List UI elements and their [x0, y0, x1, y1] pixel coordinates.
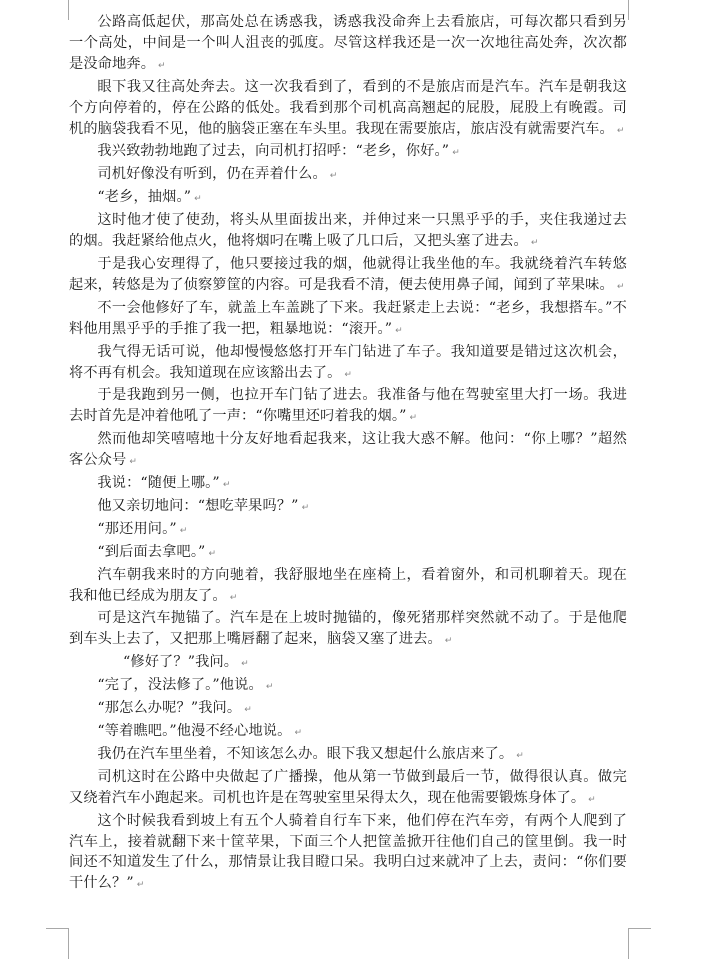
paragraph-mark-icon: ↵ — [395, 325, 403, 336]
paragraph: 不一会他修好了车，就盖上车盖跳了下来。我赶紧走上去说：“老乡，我想搭车。”不料他用黑乎乎的手推了我一把，粗暴地说：“滚开。” ↵ — [69, 299, 627, 337]
paragraph-mark-icon: ↵ — [179, 525, 188, 536]
paragraph: “完了，没法修了。”他说。 ↵ — [97, 677, 274, 694]
paragraph: “到后面去拿吧。” ↵ — [97, 543, 217, 560]
paragraph: “等着瞧吧。”他漫不经心地说。 ↵ — [97, 723, 303, 739]
paragraph: 然而他却笑嘻嘻地十分友好地看起我来，这让我大惑不解。他问：“你上哪？”超然客公众号 ↵ — [69, 431, 627, 469]
paragraph-mark-icon: ↵ — [329, 171, 338, 182]
paragraph-mark-icon: ↵ — [129, 457, 138, 468]
paragraph-mark-icon: ↵ — [158, 60, 166, 71]
paragraph: 我说：“随便上哪。” ↵ — [97, 475, 231, 492]
paragraph-mark-icon: ↵ — [444, 636, 453, 647]
margin-corner-bottom-right — [628, 928, 651, 959]
paragraph-mark-icon: ↵ — [530, 238, 539, 249]
paragraph: 司机这时在公路中央做起了广播操，他从第一节做到最后一节，做得很认真。做完又绕着汽车小跑起来。司机也许是在驾驶室里呆得太久，现在他需要锻炼身体了。 ↵ — [69, 768, 627, 806]
paragraph-mark-icon: ↵ — [616, 125, 625, 136]
margin-corner-top-left — [46, 0, 69, 20]
paragraph: 汽车朝我来时的方向驰着，我舒服地坐在座椅上，看着窗外，和司机聊着天。现在我和他已经成为朋友了。 ↵ — [69, 566, 627, 604]
paragraph: 我兴致勃勃地跑了过去，向司机打招呼：“老乡，你好。” ↵ — [97, 143, 460, 160]
paragraph-mark-icon: ↵ — [344, 369, 353, 380]
paragraph: “老乡，抽烟。” ↵ — [97, 189, 202, 206]
paragraph-mark-icon: ↵ — [294, 728, 303, 738]
margin-corner-bottom-left — [46, 928, 69, 959]
paragraph: 他又亲切地问：“想吃苹果吗？” ↵ — [97, 497, 310, 514]
paragraph-mark-icon: ↵ — [452, 148, 460, 159]
paragraph: “修好了？”我问。 ↵ — [122, 654, 249, 671]
paragraph-mark-icon: ↵ — [265, 682, 274, 693]
paragraph-mark-icon: ↵ — [516, 750, 524, 761]
paragraph: 司机好像没有听到，仍在弄着什么。 ↵ — [97, 166, 338, 183]
paragraph-mark-icon: ↵ — [194, 194, 202, 205]
paragraph-mark-icon: ↵ — [616, 281, 625, 292]
paragraph: 这时他才使了使劲，将头从里面拔出来，并伸过来一只黑乎乎的手，夹住我递过去的烟。我赶紧给他点火，他将烟叼在嘴上吸了几口后，又把头塞了进去。 ↵ — [69, 212, 627, 250]
paragraph: “那怎么办呢？”我问。 ↵ — [97, 700, 252, 717]
document-body[interactable] — [69, 12, 627, 896]
paragraph: 这个时候我看到坡上有五个人骑着自行车下来，他们停在汽车旁，有两个人爬到了汽车上，接着就翻下来十筐苹果，下面三个人把筐盖掀开往他们自己的筐里倒。我一时间还不知道发生了什么，那情景让我目瞪口呆。我明白过来就冲了上去，责问：“你们要干什么？” ↵ — [69, 812, 627, 892]
paragraph-mark-icon: ↵ — [241, 659, 249, 670]
paragraph: “那还用问。” ↵ — [97, 520, 188, 537]
paragraph-mark-icon: ↵ — [244, 705, 252, 716]
paragraph-mark-icon: ↵ — [222, 480, 231, 491]
paragraph: 我仍在汽车里坐着，不知该怎么办。眼下我又想起什么旅店来了。 ↵ — [97, 745, 524, 762]
paragraph: 于是我心安理得了，他只要接过我的烟，他就得让我坐他的车。我就绕着汽车转悠起来，转悠是为了侦察箩筐的内容。可是我看不清，便去使用鼻子闻，闻到了苹果味。 ↵ — [69, 255, 627, 293]
paragraph: 我气得无话可说，他却慢慢悠悠打开车门钻进了车子。我知道要是错过这次机会，将不再有机会。我知道现在应该豁出去了。 ↵ — [69, 343, 627, 381]
paragraph-mark-icon: ↵ — [136, 880, 145, 891]
paragraph-mark-icon: ↵ — [588, 794, 596, 805]
paragraph-mark-icon: ↵ — [229, 592, 238, 603]
paragraph: 公路高低起伏，那高处总在诱惑我，诱惑我没命奔上去看旅店，可每次都只看到另一个高处，中间是一个叫人沮丧的弧度。尽管这样我还是一次一次地往高处奔，次次都是没命地奔。 ↵ — [69, 14, 627, 72]
margin-corner-top-right — [628, 0, 651, 20]
paragraph-mark-icon: ↵ — [409, 413, 418, 424]
paragraph: 可是这汽车抛锚了。汽车是在上坡时抛锚的，像死猪那样突然就不动了。于是他爬到车头上去了，又把那上嘴唇翻了起来，脑袋又塞了进去。 ↵ — [69, 610, 627, 648]
paragraph-mark-icon: ↵ — [301, 502, 310, 513]
paragraph: 眼下我又往高处奔去。这一次我看到了，看到的不是旅店而是汽车。汽车是朝我这个方向停着的，停在公路的低处。我看到那个司机高高翘起的屁股，屁股上有晚霞。司机的脑袋我看不见，他的脑袋正塞在车头里。我现在需要旅店，旅店没有就需要汽车。 ↵ — [69, 78, 627, 137]
paragraph: 于是我跑到另一侧，也拉开车门钻了进去。我准备与他在驾驶室里大打一场。我进去时首先是冲着他吼了一声：“你嘴里还叼着我的烟。” ↵ — [69, 387, 627, 425]
paragraph-mark-icon: ↵ — [208, 548, 217, 559]
